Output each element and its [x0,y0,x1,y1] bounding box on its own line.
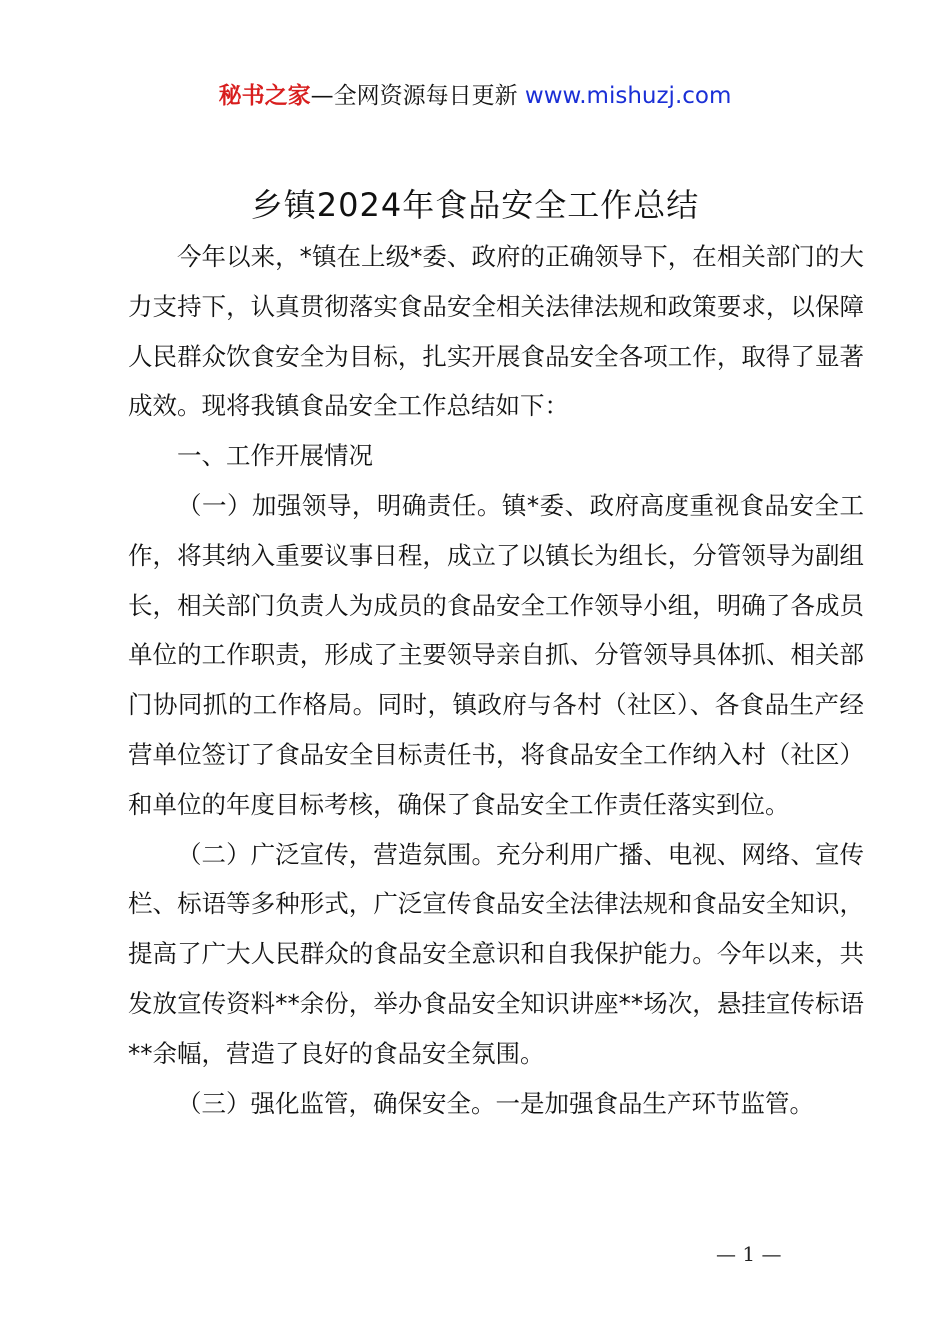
paragraph-supervision: （三）强化监管，确保安全。一是加强食品生产环节监管。 [177,1088,814,1118]
intro-paragraph: 今年以来，*镇在上级*委、政府的正确领导下，在相关部门的大力支持下，认真贯彻落实食品安全相关法律法规和政策要求，以保障人民群众饮食安全为目标，扎实开展食品安全各项工作，取得了显著成效。现将我镇食品安全工作总结如下： [128,242,864,421]
document-body [128,232,864,1128]
site-header [0,80,950,112]
document-title: 乡镇2024年食品安全工作总结 [250,186,700,224]
paragraph-publicity: （二）广泛宣传，营造氛围。充分利用广播、电视、网络、宣传栏、标语等多种形式，广泛宣传食品安全法律法规和食品安全知识，提高了广大人民群众的食品安全意识和自我保护能力。今年以来，共发放宣传资料**余份，举办食品安全知识讲座**场次，悬挂宣传标语**余幅，营造了良好的食品安全氛围。 [128,839,864,1068]
site-url-link[interactable]: www.mishuzj.com [524,83,732,109]
brand-name: 秘书之家 [218,83,311,109]
section-heading: 一、工作开展情况 [177,441,373,471]
header-tagline: —全网资源每日更新 [310,83,518,109]
page-number: — 1 — [716,1242,782,1266]
paragraph-leadership: （一）加强领导，明确责任。镇*委、政府高度重视食品安全工作，将其纳入重要议事日程，成立了以镇长为组长，分管领导为副组长，相关部门负责人为成员的食品安全工作领导小组，明确了各成员单位的工作职责，形成了主要领导亲自抓、分管领导具体抓、相关部门协同抓的工作格局。同时，镇政府与各村（社区）、各食品生产经营单位签订了食品安全目标责任书，将食品安全工作纳入村（社区）和单位的年度目标考核，确保了食品安全工作责任落实到位。 [128,490,864,819]
